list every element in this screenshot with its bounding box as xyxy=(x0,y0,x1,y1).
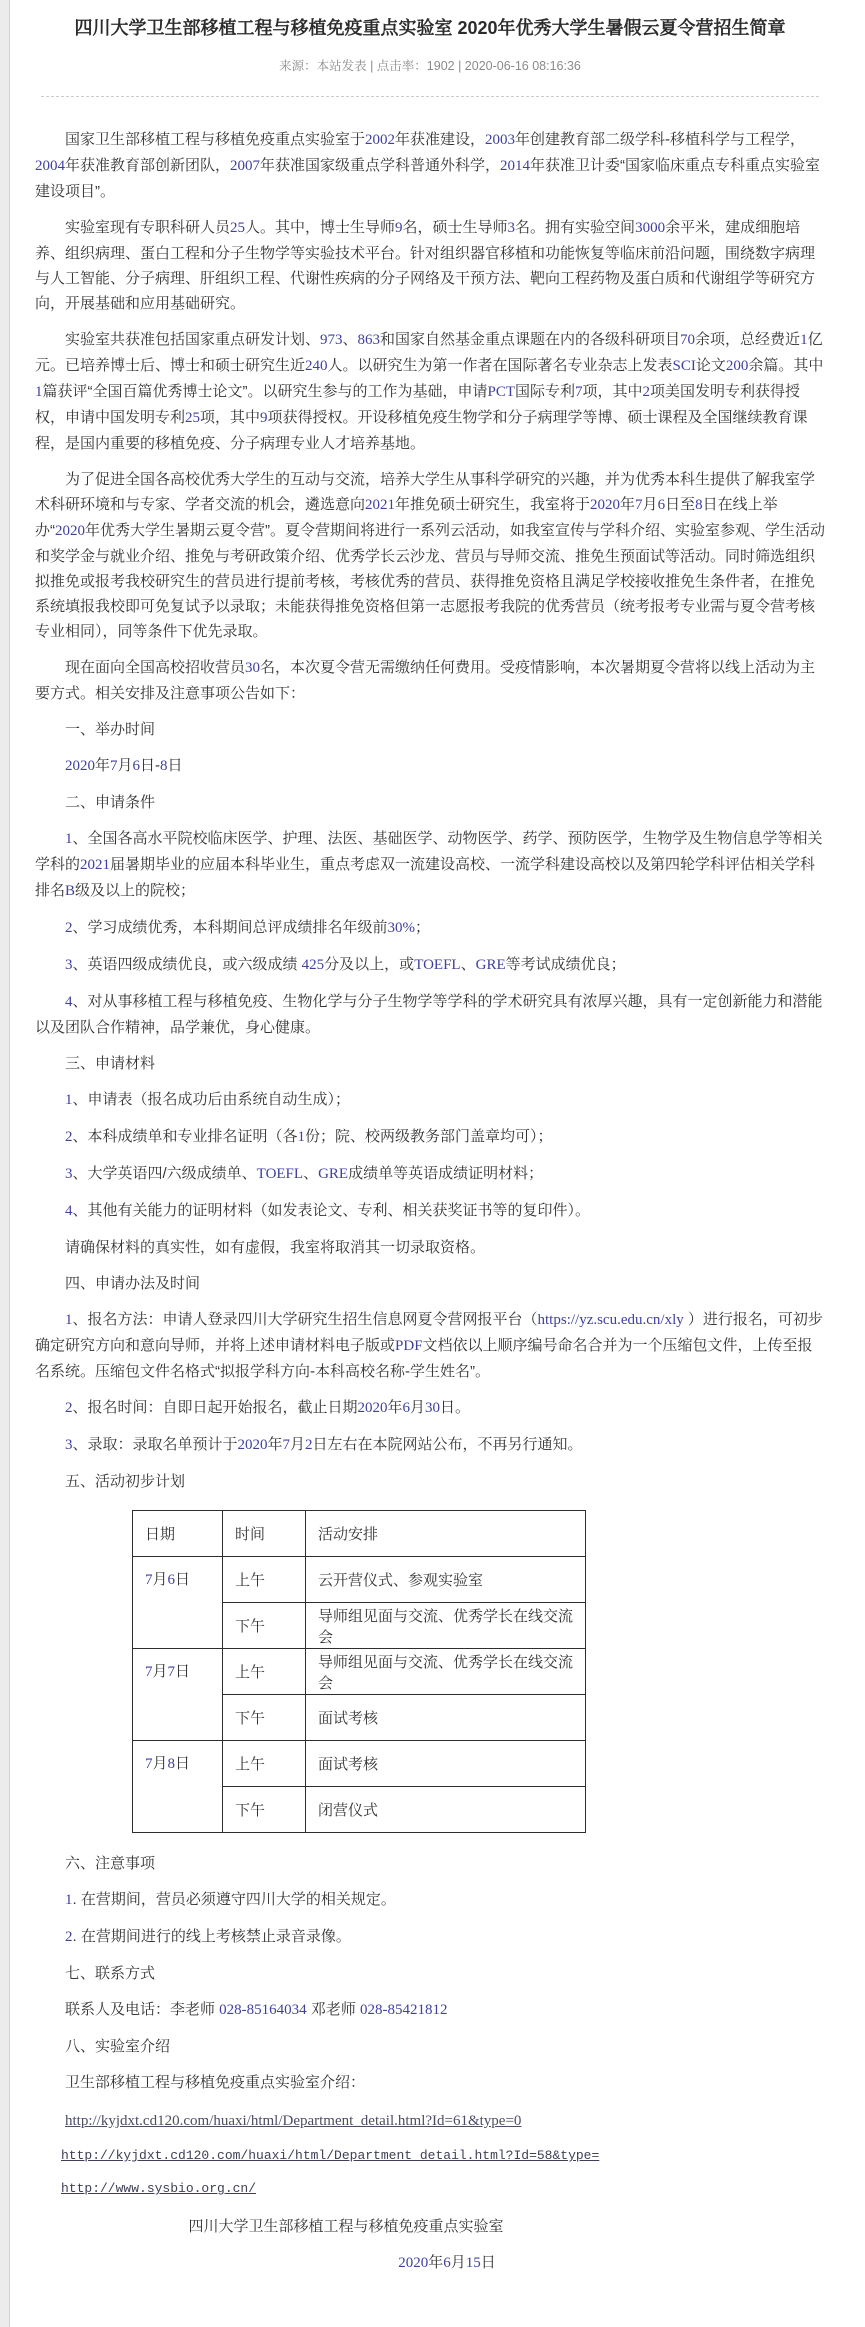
section-1-date: 2020年7月6日-8日 xyxy=(65,757,183,774)
latin-text: 7 xyxy=(110,758,118,774)
condition-item-4: 4、对从事移植工程与移植免疫、生物化学与分子生物学等学科的学术研究具有浓厚兴趣，具有一定创新能力和潜能以及团队合作精神，品学兼优，身心健康。 xyxy=(35,993,823,1036)
intro-paragraph-1: 国家卫生部移植工程与移植免疫重点实验室于2002年获准建设，2003年创建教育部二级学科-移植科学与工程学，2004年获准教育部创新团队，2007年获准国家级重点学科普通外科学，2014年获准卫计委“国家临床重点专科重点实验室建设项目”。 xyxy=(35,131,821,200)
schedule-activity-cell: 闭营仪式 xyxy=(306,1787,586,1833)
schedule-date-cell: 7月8日 xyxy=(133,1741,223,1833)
latin-text: TOEFL xyxy=(414,957,461,973)
schedule-time-cell: 上午 xyxy=(223,1741,306,1787)
lab-link-2[interactable]: http://kyjdxt.cd120.com/huaxi/html/Department_detail.html?Id=58&type= xyxy=(61,2148,600,2163)
footer-signature: 四川大学卫生部移植工程与移植免疫重点实验室 xyxy=(188,2218,504,2235)
latin-text: 7 xyxy=(145,1756,153,1772)
latin-text: 2003 xyxy=(485,132,516,148)
latin-text: 9 xyxy=(260,410,268,426)
latin-text: TOEFL xyxy=(256,1166,304,1182)
apply-item-1: 1、报名方法：申请人登录四川大学研究生招生信息网夏令营网报平台（https://yz.scu.edu.cn/xly ）进行报名，可初步确定研究方向和意向导师，并将上述申请材料电子版或PDF文档依以上顺序编号命名合并为一个压缩包文件，上传至报名系统。压缩包文件名格式“拟报学科方向-本科高校名称-学生姓名”。 xyxy=(35,1311,823,1380)
lab-link-1[interactable]: http://kyjdxt.cd120.com/huaxi/html/Department_detail.html?Id=61&type=0 xyxy=(65,2113,522,2129)
latin-text: 2 xyxy=(65,920,73,936)
latin-text: B xyxy=(65,883,76,899)
latin-text: 973 xyxy=(320,332,343,348)
latin-text: 2 xyxy=(65,1400,73,1416)
latin-text: GRE xyxy=(475,957,506,973)
latin-text: https://yz.scu.edu.cn/xly xyxy=(537,1312,684,1328)
material-item-4: 4、其他有关能力的证明材料（如发表论文、专利、相关获奖证书等的复印件）。 xyxy=(65,1202,591,1219)
latin-text: 8 xyxy=(160,758,168,774)
section-5-heading: 五、活动初步计划 xyxy=(65,1473,186,1490)
schedule-date-cell: 7月6日 xyxy=(133,1557,223,1649)
schedule-table xyxy=(132,1510,586,1833)
latin-text: 6 xyxy=(132,758,141,774)
apply-item-3: 3、录取：录取名单预计于2020年7月2日左右在本院网站公布，不再另行通知。 xyxy=(65,1436,583,1453)
schedule-activity-cell: 导师组见面与交流、优秀学长在线交流会 xyxy=(306,1603,586,1649)
latin-text: 25 xyxy=(230,220,246,236)
schedule-activity-cell: 云开营仪式、参观实验室 xyxy=(306,1557,586,1603)
schedule-time-cell: 下午 xyxy=(223,1787,306,1833)
latin-text: 3000 xyxy=(635,220,666,236)
intro-paragraph-3: 实验室共获准包括国家重点研发计划、973、863和国家自然基金重点课题在内的各级科研项目70余项，总经费近1亿元。已培养博士后、博士和硕士研究生近240人。以研究生为第一作者在国际著名专业杂志上发表SCI论文200余篇。其中1篇获评“全国百篇优秀博士论文”。以研究生参与的工作为基础，申请PCT国际专利7项，其中2项美国发明专利获得授权，申请中国发明专利25项，其中9项获得授权。开设移植免疫生物学和分子病理学等博、硕士课程及全国继续教育课程，是国内重要的移植免疫、分子病理专业人才培养基地。 xyxy=(35,331,824,452)
section-8-heading: 八、实验室介绍 xyxy=(65,2038,171,2055)
meta-line: 来源：本站发表 | 点击率：1902 | 2020-06-16 08:16:36 xyxy=(279,59,581,73)
contact-line: 联系人及电话：李老师 028-85164034 邓老师 028-85421812 xyxy=(65,2001,448,2018)
intro-paragraph-2: 实验室现有专职科研人员25人。其中，博士生导师9名，硕士生导师3名。拥有实验空间3000余平米，建成细胞培养、组织病理、蛋白工程和分子生物学等实验技术平台。针对组织器官移植和功能恢复等临床前沿问题，围绕数字病理与人工智能、分子病理、肝组织工程、代谢性疾病的分子网络及干预方法、靶向工程药物及蛋白质和代谢组学等研究方向，开展基础和应用基础研究。 xyxy=(35,219,816,312)
latin-text: 8 xyxy=(695,497,703,513)
article-body xyxy=(35,127,825,2276)
latin-text: 9 xyxy=(395,220,403,236)
latin-text: 4 xyxy=(65,1203,73,1219)
latin-text: 7 xyxy=(575,384,583,400)
latin-text: 028-85164034 xyxy=(219,2002,307,2018)
schedule-header-cell: 日期 xyxy=(133,1511,223,1557)
intro-paragraph-4: 为了促进全国各高校优秀大学生的互动与交流，培养大学生从事科学研究的兴趣，并为优秀本科生提供了解我室学术科研环境和与专家、学者交流的机会，遴选意向2021年推免硕士研究生，我室将于2020年7月6日至8日在线上举办“2020年优秀大学生暑期云夏令营”。夏令营期间将进行一系列云活动，如我室宣传与学科介绍、实验室参观、学生活动和奖学金与就业介绍、推免与考研政策介绍、优秀学长云沙龙、营员与导师交流、推免生预面试等活动。同时筛选组织拟推免或报考我校研究生的营员进行提前考核，考核优秀的营员、获得推免资格且满足学校接收推免生条件者，在推免系统填报我校即可免复试予以录取；未能获得推免资格但第一志愿报考我院的优秀营员（统考报考专业需与夏令营考核专业相同），同等条件下优先录取。 xyxy=(35,471,826,640)
section-1-heading: 一、举办时间 xyxy=(65,721,156,738)
latin-text: 2020 xyxy=(398,2255,429,2271)
latin-text: PDF xyxy=(395,1338,423,1354)
latin-text: 30 xyxy=(425,1400,441,1416)
latin-text: 2 xyxy=(642,384,651,400)
latin-text: 2 xyxy=(65,1929,73,1945)
latin-text: 7 xyxy=(282,1437,291,1453)
latin-text: 240 xyxy=(305,358,328,374)
latin-text: 2021 xyxy=(80,857,111,873)
condition-item-3: 3、英语四级成绩优良，或六级成绩 425分及以上，或TOEFL、GRE等考试成绩优良； xyxy=(65,956,626,973)
section-4-heading: 四、申请办法及时间 xyxy=(65,1275,201,1292)
latin-text: 6 xyxy=(402,1400,411,1416)
latin-text: 3 xyxy=(65,957,73,973)
article-page xyxy=(10,0,865,2327)
section-7-heading: 七、联系方式 xyxy=(65,1965,156,1982)
latin-text: 2014 xyxy=(500,158,531,174)
latin-text: 1 xyxy=(35,384,43,400)
latin-text: 25 xyxy=(185,410,201,426)
intro-paragraph-5: 现在面向全国高校招收营员30名，本次夏令营无需缴纳任何费用。受疫情影响，本次暑期夏令营将以线上活动为主要方式。相关安排及注意事项公告如下： xyxy=(35,659,816,702)
latin-text: PCT xyxy=(487,384,516,400)
latin-text: 2007 xyxy=(230,158,261,174)
latin-text: 8 xyxy=(167,1756,176,1772)
footer-date: 2020年6月15日 xyxy=(398,2254,496,2271)
page-left-gutter xyxy=(0,0,10,2327)
latin-text: 7 xyxy=(635,497,643,513)
schedule-time-cell: 上午 xyxy=(223,1557,306,1603)
schedule-header-cell: 时间 xyxy=(223,1511,306,1557)
latin-text: 2020 xyxy=(237,1437,268,1453)
lab-link-3[interactable]: http://www.sysbio.org.cn/ xyxy=(61,2181,257,2196)
latin-text: 30% xyxy=(387,920,416,936)
latin-text: 1 xyxy=(65,1312,73,1328)
latin-text: 425 xyxy=(301,957,325,973)
latin-text: 2020 xyxy=(65,758,95,774)
latin-text: 70 xyxy=(680,332,696,348)
notice-item-1: 1. 在营期间，营员必须遵守四川大学的相关规定。 xyxy=(65,1891,396,1908)
latin-text: 6 xyxy=(443,2255,451,2271)
latin-text: 30 xyxy=(245,660,261,676)
latin-text: 3 xyxy=(65,1437,73,1453)
latin-text: 2002 xyxy=(365,132,396,148)
latin-text: 1 xyxy=(65,831,73,847)
schedule-activity-cell: 面试考核 xyxy=(306,1741,586,1787)
latin-text: 1 xyxy=(65,1092,73,1108)
table-row xyxy=(133,1557,586,1603)
latin-text: 200 xyxy=(725,358,749,374)
latin-text: 2020 xyxy=(55,523,85,539)
schedule-time-cell: 下午 xyxy=(223,1603,306,1649)
latin-text: 3 xyxy=(507,220,516,236)
schedule-date-cell: 7月7日 xyxy=(133,1649,223,1741)
latin-text: 2021 xyxy=(365,497,396,513)
latin-text: 7 xyxy=(167,1664,176,1680)
schedule-header-cell: 活动安排 xyxy=(306,1511,586,1557)
latin-text: 2020 xyxy=(590,497,621,513)
condition-item-2: 2、学习成绩优秀，本科期间总评成绩排名年级前30%； xyxy=(65,919,431,936)
latin-text: GRE xyxy=(318,1166,349,1182)
latin-text: 863 xyxy=(357,332,381,348)
table-row xyxy=(133,1741,586,1787)
latin-text: 15 xyxy=(465,2255,481,2271)
dashed-divider xyxy=(41,96,819,97)
latin-text: 2 xyxy=(305,1437,313,1453)
latin-text: 6 xyxy=(167,1572,176,1588)
section-2-heading: 二、申请条件 xyxy=(65,794,156,811)
material-item-3: 3、大学英语四/六级成绩单、TOEFL、GRE成绩单等英语成绩证明材料； xyxy=(65,1165,544,1182)
latin-text: 2004 xyxy=(35,158,65,174)
latin-text: 2020 xyxy=(357,1400,388,1416)
latin-text: 7 xyxy=(145,1572,153,1588)
latin-text: 6 xyxy=(657,497,666,513)
latin-text: 028-85421812 xyxy=(360,2002,448,2018)
material-item-1: 1、申请表（报名成功后由系统自动生成）； xyxy=(65,1091,351,1108)
latin-text: 1 xyxy=(297,1129,306,1145)
section-6-heading: 六、注意事项 xyxy=(65,1855,156,1872)
lab-intro-line: 卫生部移植工程与移植免疫重点实验室介绍： xyxy=(65,2074,366,2091)
latin-text: SCI xyxy=(672,358,696,374)
condition-item-1: 1、全国各高水平院校临床医学、护理、法医、基础医学、动物医学、药学、预防医学，生物学及生物信息学等相关学科的2021届暑期毕业的应届本科毕业生，重点考虑双一流建设高校、一流学科建设高校以及第四轮学科评估相关学科排名B级及以上的院校； xyxy=(35,830,823,899)
schedule-activity-cell: 导师组见面与交流、优秀学长在线交流会 xyxy=(306,1649,586,1695)
latin-text: 2 xyxy=(65,1129,73,1145)
schedule-time-cell: 下午 xyxy=(223,1695,306,1741)
latin-text: 1 xyxy=(65,1892,73,1908)
schedule-activity-cell: 面试考核 xyxy=(306,1695,586,1741)
apply-item-2: 2、报名时间：自即日起开始报名，截止日期2020年6月30日。 xyxy=(65,1399,471,1416)
notice-item-2: 2. 在营期间进行的线上考核禁止录音录像。 xyxy=(65,1928,351,1945)
material-item-2: 2、本科成绩单和专业排名证明（各1份；院、校两级教务部门盖章均可）； xyxy=(65,1128,553,1145)
page-title: 四川大学卫生部移植工程与移植免疫重点实验室 2020年优秀大学生暑假云夏令营招生简章 xyxy=(74,18,786,38)
latin-text: 1 xyxy=(800,332,808,348)
latin-text: 4 xyxy=(65,994,73,1010)
section-3-heading: 三、申请材料 xyxy=(65,1055,156,1072)
table-row xyxy=(133,1649,586,1695)
latin-text: 7 xyxy=(145,1664,153,1680)
schedule-time-cell: 上午 xyxy=(223,1649,306,1695)
material-note: 请确保材料的真实性，如有虚假，我室将取消其一切录取资格。 xyxy=(65,1239,486,1256)
latin-text: 3 xyxy=(65,1166,73,1182)
